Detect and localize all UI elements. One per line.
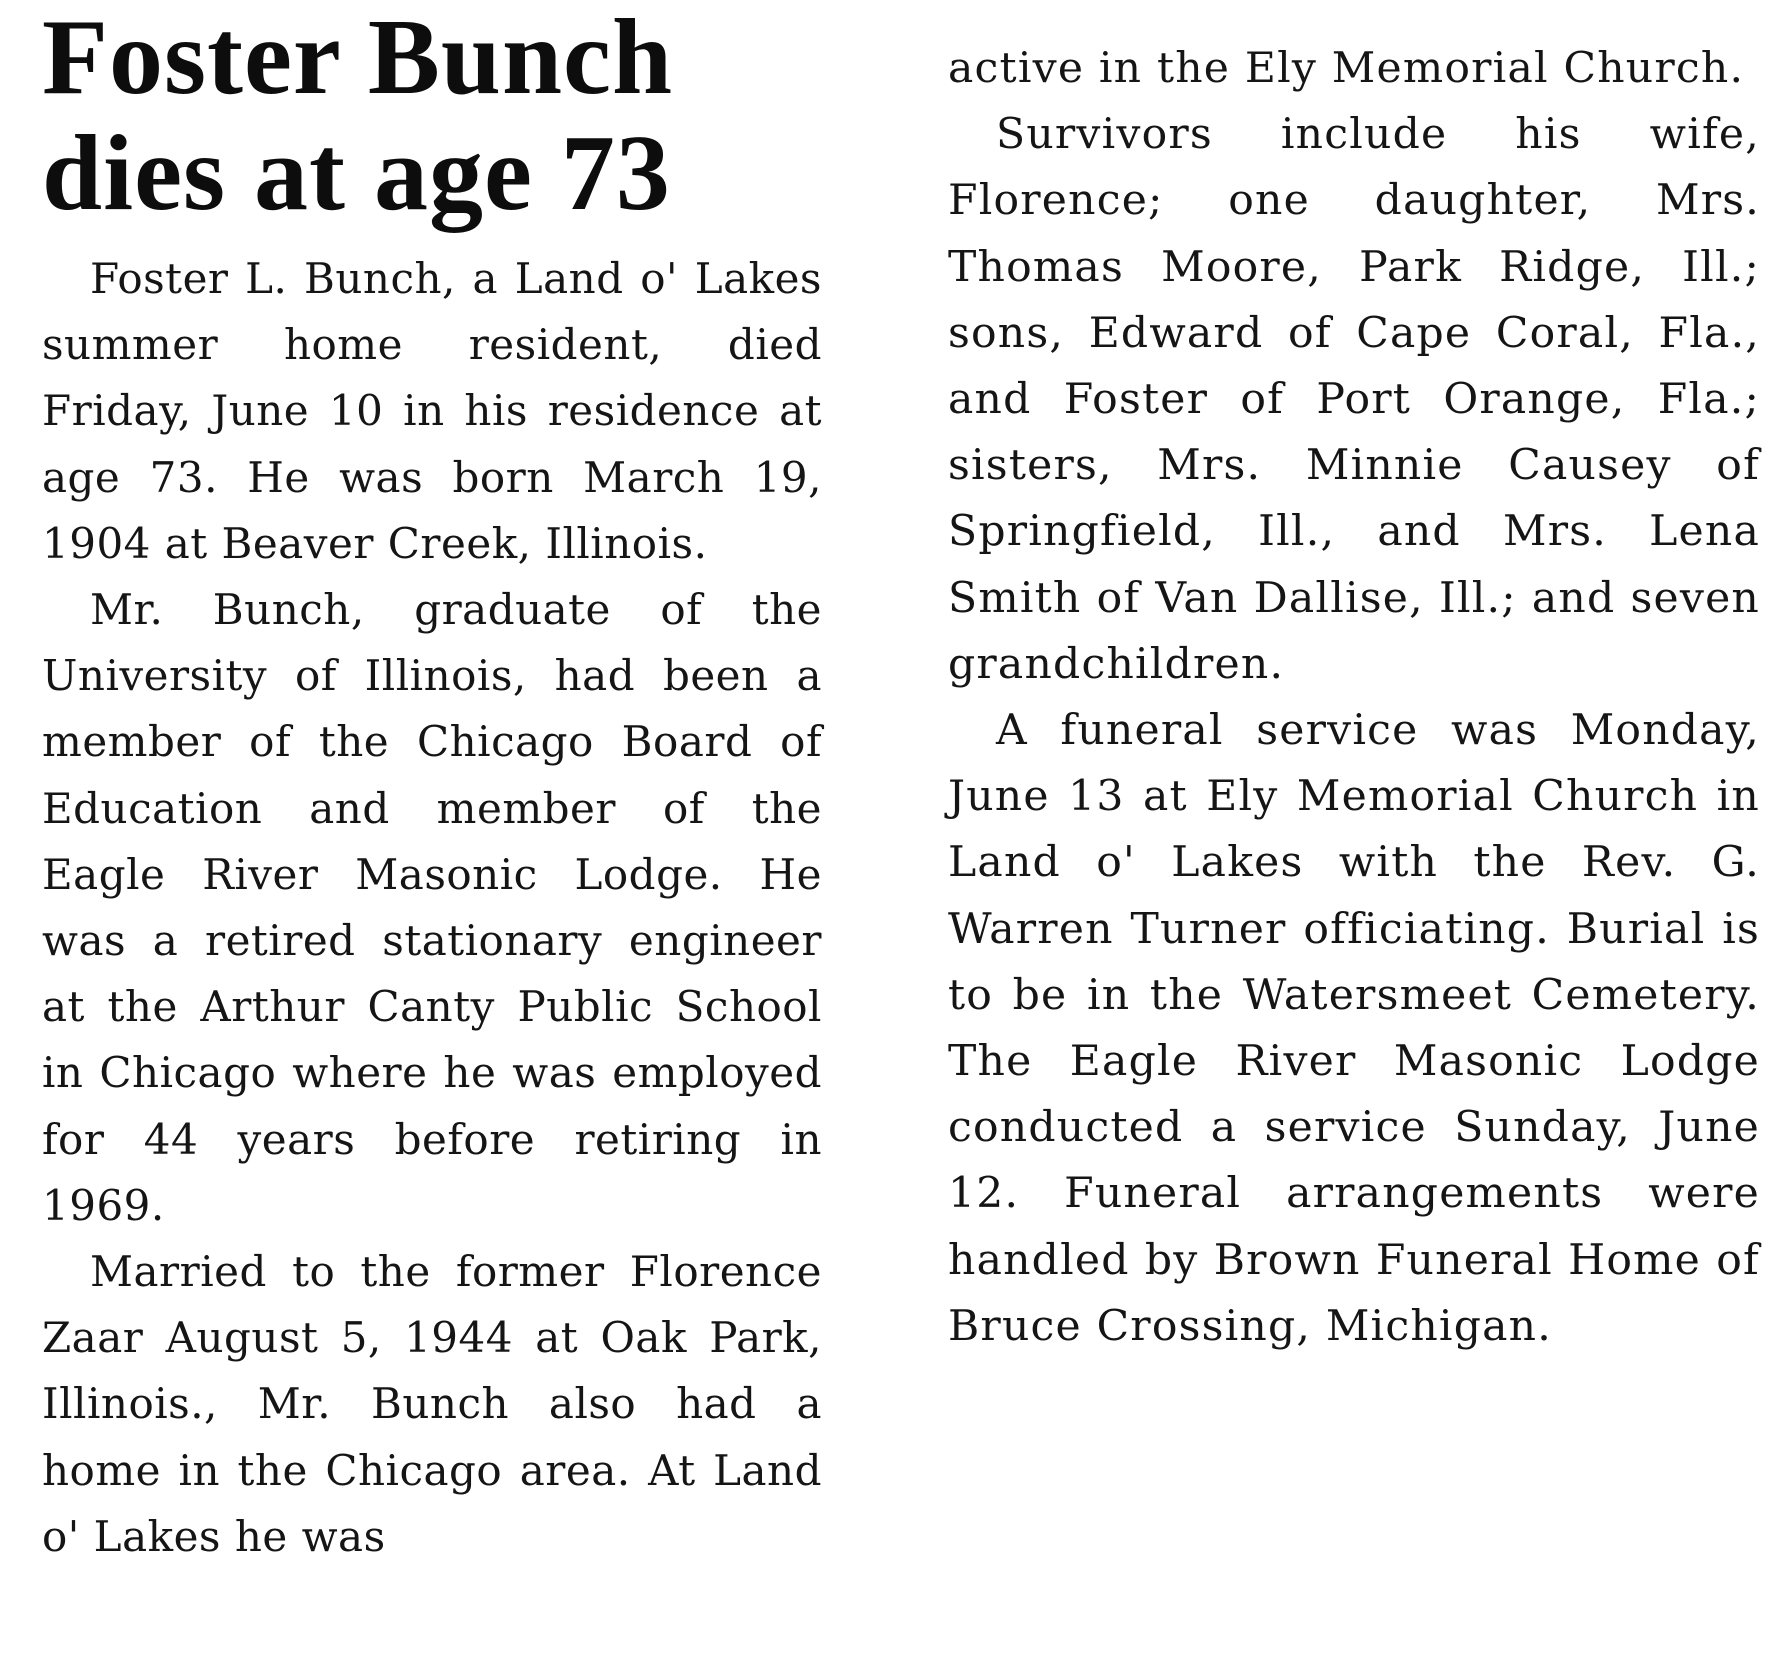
headline-line-2: dies at age 73 bbox=[42, 114, 671, 233]
paragraph-funeral: A funeral service was Monday, June 13 at Ely Memorial Church in Land o' Lakes with the Rev. G. Warren Turner officiating. Burial is to be in the Watersmeet Cemetery. The Eagle River Masonic Lodge conducted a service Sunday, June 12. Funeral arrangements were handled by Brown Funeral Home of Bruce Crossing, Michigan. bbox=[948, 706, 1760, 1351]
headline bbox=[42, 0, 822, 232]
paragraph-career: Mr. Bunch, graduate of the University of Illinois, had been a member of the Chicago Board of Education and member of the Eagle River Masonic Lodge. He was a retired stationary engineer at the Arthur Canty Public School in Chicago where he was employed for 44 years before retiring in 1969. bbox=[42, 585, 822, 1230]
paragraph-continuation: active in the Ely Memorial Church. bbox=[948, 44, 1745, 93]
left-column bbox=[42, 0, 822, 1570]
paragraph-survivors: Survivors include his wife, Florence; one daughter, Mrs. Thomas Moore, Park Ridge, Ill.; sons, Edward of Cape Coral, Fla., and Foster of Port Orange, Fla.; sisters, Mrs. Minnie Causey of Springfield, Ill., and Mrs. Lena Smith of Van Dallise, Ill.; and seven grandchildren. bbox=[948, 110, 1760, 689]
paragraph-intro: Foster L. Bunch, a Land o' Lakes summer home resident, died Friday, June 10 in his residence at age 73. He was born March 19, 1904 at Beaver Creek, Illinois. bbox=[42, 254, 822, 568]
headline-line-1: Foster Bunch bbox=[42, 0, 674, 117]
paragraph-marriage: Married to the former Florence Zaar August 5, 1944 at Oak Park, Illinois., Mr. Bunch also had a home in the Chicago area. At Land o' Lakes he was bbox=[42, 1247, 822, 1561]
right-column bbox=[948, 0, 1760, 1360]
